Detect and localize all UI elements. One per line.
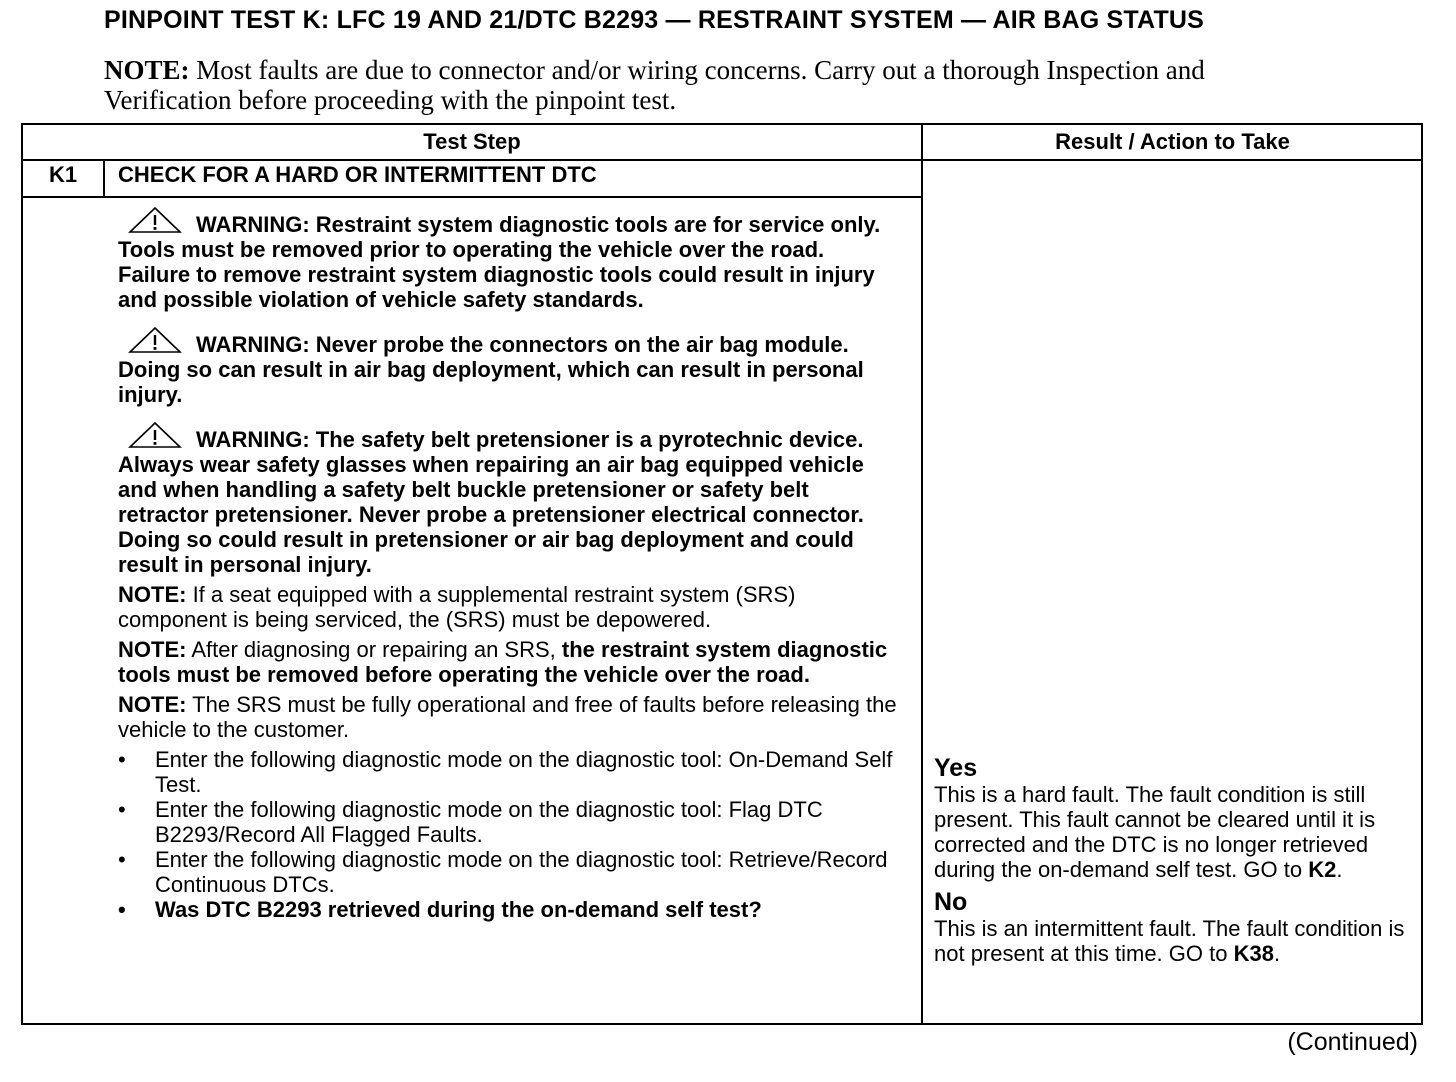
note-label: NOTE: xyxy=(118,582,187,607)
page-title: PINPOINT TEST K: LFC 19 AND 21/DTC B2293 — RESTRAINT SYSTEM — AIR BAG STATUS xyxy=(104,6,1205,34)
note-depower xyxy=(118,582,898,632)
warning-triangle-icon xyxy=(128,326,182,354)
header-row-rule xyxy=(22,159,1422,161)
intro-note xyxy=(104,55,1304,115)
note-srs-operational xyxy=(118,692,898,742)
column-header-test-step: Test Step xyxy=(423,129,521,154)
result-no-text: This is an intermittent fault. The fault condition is not present at this time. GO to xyxy=(934,916,1405,966)
step-id-divider xyxy=(103,160,105,197)
note-label: NOTE: xyxy=(118,692,187,717)
warning-3 xyxy=(118,421,898,577)
note-bold-text: the restraint system diagnostic tools must be removed before operating the vehicle over the road. xyxy=(118,637,888,687)
goto-k2: K2 xyxy=(1308,857,1337,882)
result-no-label: No xyxy=(934,888,968,916)
step-title: CHECK FOR A HARD OR INTERMITTENT DTC xyxy=(118,162,597,187)
note-text: If a seat equipped with a supplemental restraint system (SRS) component is being serviced, the (SRS) must be depowered. xyxy=(118,582,796,632)
note-label: NOTE: xyxy=(118,637,187,662)
note-text: The SRS must be fully operational and free of faults before releasing the vehicle to the customer. xyxy=(118,692,897,742)
column-header-result: Result / Action to Take xyxy=(1055,129,1290,154)
period: . xyxy=(1273,941,1281,966)
note-remove-tools xyxy=(118,637,898,687)
step-title-rule xyxy=(22,196,922,198)
intro-note-text: Most faults are due to connector and/or wiring concerns. Carry out a thorough Inspection and Verification before proceeding with the pinpoint test. xyxy=(104,55,1205,115)
continued-label: (Continued) xyxy=(1287,1028,1418,1056)
step-id: K1 xyxy=(48,162,78,187)
list-item: • Enter the following diagnostic mode on the diagnostic tool: Flag DTC B2293/Record All Flagged Faults. xyxy=(118,797,898,847)
column-divider xyxy=(921,124,923,1024)
intro-note-label: NOTE: xyxy=(104,55,190,85)
list-item: • Enter the following diagnostic mode on the diagnostic tool: Retrieve/Record Continuous DTCs. xyxy=(118,847,898,897)
step-body xyxy=(118,206,898,922)
result-yes-text: This is a hard fault. The fault condition is still present. This fault cannot be cleared until it is corrected and the DTC is no longer retrieved during the on-demand self test. GO to xyxy=(934,782,1376,882)
period: . xyxy=(1336,857,1343,882)
warning-2-text: WARNING: Never probe the connectors on the air bag module. Doing so can result in air bag deployment, which can result in personal injury. xyxy=(118,332,864,407)
warning-triangle-icon xyxy=(128,421,182,449)
list-item-question: • Was DTC B2293 retrieved during the on-demand self test? xyxy=(118,897,898,922)
warning-1 xyxy=(118,206,898,312)
warning-2 xyxy=(118,326,898,407)
result-actions xyxy=(934,754,1419,972)
warning-3-text: WARNING: The safety belt pretensioner is a pyrotechnic device. Always wear safety glasses when repairing an air bag equipped vehicle and when handling a safety belt buckle pretensioner or safety belt retractor pretensioner. Never probe a pretensioner electrical connector. Doing so could result in pretensioner or air bag deployment and could result in personal injury. xyxy=(118,427,864,577)
result-no xyxy=(934,916,1419,966)
step-instructions xyxy=(118,747,898,922)
result-yes-label: Yes xyxy=(934,754,978,782)
list-item: • Enter the following diagnostic mode on the diagnostic tool: On-Demand Self Test. xyxy=(118,747,898,797)
warning-triangle-icon xyxy=(128,206,182,234)
warning-1-text: WARNING: Restraint system diagnostic tools are for service only. Tools must be removed prior to operating the vehicle over the road. Failure to remove restraint system diagnostic tools could result in injury and possible violation of vehicle safety standards. xyxy=(118,212,881,312)
result-yes xyxy=(934,782,1419,882)
note-text: After diagnosing or repairing an SRS, xyxy=(186,637,562,662)
goto-k38: K38 xyxy=(1233,941,1274,966)
